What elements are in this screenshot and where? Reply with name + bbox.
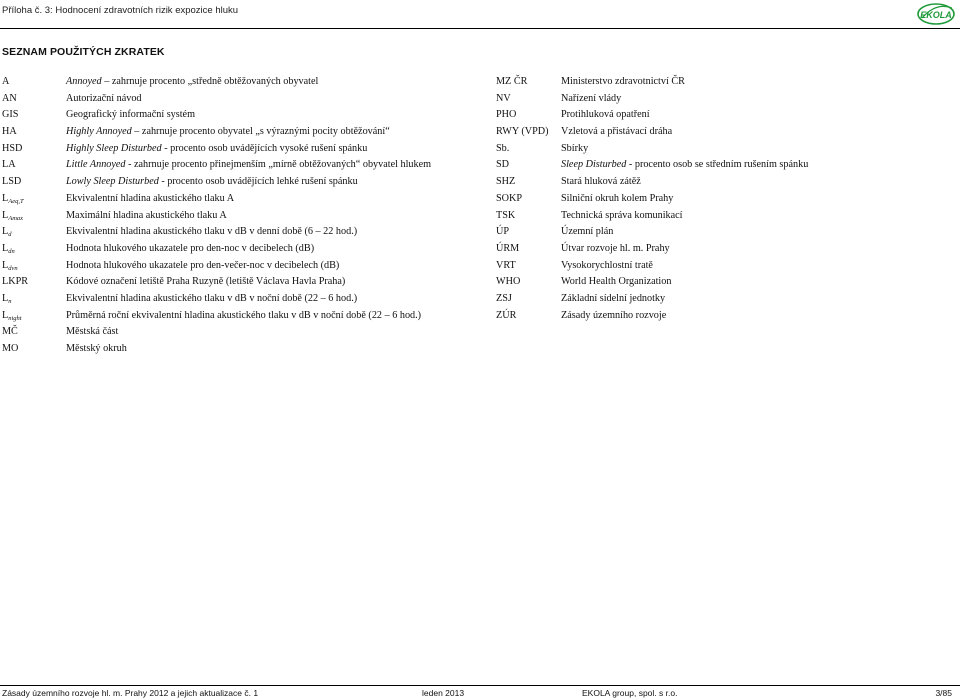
abbreviation-code: NV [496, 92, 511, 104]
abbreviation-description [66, 242, 314, 256]
abbreviation-term: Little Annoyed [66, 159, 126, 171]
abbreviation-meaning: Nařízení vlády [561, 92, 622, 104]
abbreviation-row [0, 142, 960, 159]
abbreviation-meaning: Kódové označení letiště Praha Ruzyně (letiště Václava Havla Praha) [66, 276, 346, 288]
abbreviation-meaning: Vysokorychlostní tratě [561, 259, 653, 271]
abbreviation-meaning: Městský okruh [66, 343, 127, 354]
abbreviation-code-main: LA [2, 159, 16, 171]
abbreviation-code: ÚRM [496, 242, 520, 254]
abbreviation-code: ÚP [496, 226, 510, 238]
abbreviation-meaning: - zahrnuje procento přinejmenším „mírně obtěžovaných“ obyvatel hlukem [125, 159, 432, 171]
abbreviation-code: RWY (VPD) [496, 126, 549, 138]
abbreviation-description [561, 209, 683, 223]
abbreviation-row [0, 309, 960, 326]
abbreviation-description [561, 225, 613, 239]
footer-document-title: Zásady územního rozvoje hl. m. Prahy 2012 a jejich aktualizace č. 1 [2, 688, 259, 698]
abbreviation-code [2, 75, 9, 89]
abbreviation-meaning: Stará hluková zátěž [561, 176, 641, 188]
abbreviation-code: MZ ČR [496, 76, 528, 87]
abbreviation-description [66, 125, 390, 139]
abbreviation-row [0, 75, 960, 92]
abbreviation-code-main: GIS [2, 109, 19, 121]
abbreviation-description [66, 142, 367, 156]
page-title: SEZNAM POUŽITÝCH ZKRATEK [2, 46, 165, 58]
abbreviation-code-main: L [2, 192, 9, 204]
abbreviation-row [0, 342, 960, 359]
abbreviation-code-main: L [2, 242, 9, 254]
abbreviation-code-main: LSD [2, 176, 22, 188]
abbreviation-description [66, 275, 345, 289]
abbreviation-meaning: Městská část [66, 326, 119, 338]
abbreviation-code [2, 209, 23, 226]
abbreviation-meaning: – zahrnuje procento obyvatel „s výraznými pocity obtěžování“ [131, 126, 390, 138]
abbreviation-meaning: Ekvivalentní hladina akustického tlaku A [66, 192, 235, 204]
abbreviation-meaning: Silniční okruh kolem Prahy [561, 192, 674, 204]
abbreviation-code [2, 92, 17, 106]
abbreviation-meaning: Geografický informační systém [66, 109, 196, 121]
abbreviation-description [66, 75, 318, 89]
abbreviation-code [2, 292, 11, 309]
footer-date: leden 2013 [422, 688, 465, 698]
abbreviation-code-main: HSD [2, 142, 23, 154]
abbreviation-term: Lowly Sleep Disturbed [66, 176, 159, 188]
abbreviation-code [2, 125, 17, 139]
abbreviation-code [2, 275, 28, 289]
abbreviation-code: SHZ [496, 176, 516, 188]
abbreviation-row [0, 225, 960, 242]
abbreviation-code-main: L [2, 259, 9, 271]
header-title: Příloha č. 3: Hodnocení zdravotních rizik expozice hluku [2, 5, 239, 16]
abbreviation-code [2, 259, 18, 276]
abbreviation-meaning: Útvar rozvoje hl. m. Prahy [561, 242, 670, 254]
abbreviation-row [0, 158, 960, 175]
abbreviation-row [0, 325, 960, 342]
abbreviation-code-subscript: night [8, 314, 22, 322]
page-footer [0, 688, 960, 699]
abbreviation-description [561, 75, 685, 89]
abbreviation-code: PHO [496, 109, 517, 121]
footer-divider [0, 685, 960, 686]
abbreviation-row [0, 259, 960, 276]
abbreviation-description [561, 108, 650, 122]
abbreviation-description [66, 175, 358, 189]
footer-company: EKOLA group, spol. s r.o. [582, 688, 678, 698]
abbreviation-code: ZÚR [496, 309, 517, 321]
abbreviation-code-main: LKPR [2, 276, 29, 288]
abbreviation-description [561, 192, 673, 206]
abbreviation-description [66, 225, 357, 239]
abbreviation-description [66, 259, 339, 273]
abbreviation-description [561, 158, 808, 172]
abbreviation-meaning: Ekvivalentní hladina akustického tlaku v dB v denní době (6 – 22 hod.) [66, 226, 358, 238]
abbreviation-term: Annoyed [66, 76, 102, 87]
abbreviation-meaning: Maximální hladina akustického tlaku A [66, 209, 227, 221]
abbreviation-code-main: L [2, 309, 9, 321]
abbreviation-code [2, 225, 11, 242]
abbreviation-description [561, 175, 641, 189]
footer-page-number: 3/85 [935, 688, 952, 698]
abbreviation-row [0, 292, 960, 309]
abbreviation-row [0, 209, 960, 226]
abbreviation-description [561, 292, 665, 306]
abbreviation-row [0, 192, 960, 209]
abbreviation-meaning: Protihluková opatření [561, 109, 650, 121]
abbreviation-description [66, 342, 127, 356]
abbreviation-meaning: - procento osob se středním rušením spánku [626, 159, 809, 171]
abbreviation-code-main: HA [2, 126, 17, 138]
abbreviation-code: WHO [496, 276, 521, 288]
abbreviation-row [0, 175, 960, 192]
abbreviation-code-main: MČ [2, 326, 18, 338]
abbreviation-description [66, 209, 227, 223]
abbreviation-description [561, 309, 666, 323]
header-divider [0, 28, 960, 29]
abbreviation-code [2, 342, 18, 356]
abbreviation-description [66, 158, 431, 172]
abbreviation-description [561, 92, 621, 106]
abbreviation-meaning: Ekvivalentní hladina akustického tlaku v dB v noční době (22 – 6 hod.) [66, 292, 358, 304]
abbreviation-code-main: L [2, 226, 9, 238]
abbreviation-description [66, 192, 234, 206]
abbreviation-meaning: - procento osob uvádějících lehké rušení spánku [158, 176, 358, 188]
abbreviation-term: Sleep Disturbed [561, 159, 627, 171]
page-header [0, 0, 960, 28]
abbreviation-row [0, 242, 960, 259]
abbreviation-meaning: Sbírky [561, 142, 589, 154]
abbreviation-code [2, 192, 24, 209]
abbreviation-code-subscript: n [8, 297, 12, 305]
abbreviation-code-subscript: Amax [8, 214, 24, 222]
abbreviation-code-subscript: Aeq,T [8, 197, 24, 205]
abbreviation-term: Highly Sleep Disturbed [66, 142, 162, 154]
abbreviation-meaning: Základní sídelní jednotky [561, 292, 666, 304]
abbreviation-meaning: - procento osob uvádějících vysoké rušení spánku [161, 142, 368, 154]
abbreviation-code [2, 309, 22, 326]
abbreviation-description [561, 142, 588, 156]
abbreviation-code [2, 242, 15, 259]
abbreviation-code-subscript: dvn [8, 264, 18, 272]
abbreviation-term: Highly Annoyed [66, 126, 132, 138]
abbreviation-list [0, 75, 960, 359]
abbreviation-code-main: L [2, 209, 9, 221]
abbreviation-meaning: Ministerstvo zdravotnictví ČR [561, 76, 685, 87]
abbreviation-code [2, 175, 21, 189]
abbreviation-row [0, 275, 960, 292]
abbreviation-code [2, 142, 22, 156]
abbreviation-code: SD [496, 159, 510, 171]
abbreviation-code-subscript: d [8, 231, 12, 239]
abbreviation-meaning: Územní plán [561, 226, 614, 238]
abbreviation-row [0, 125, 960, 142]
abbreviation-row [0, 108, 960, 125]
abbreviation-description [561, 259, 653, 273]
abbreviation-description [66, 108, 195, 122]
abbreviation-code [2, 108, 18, 122]
abbreviation-code-subscript: dn [8, 247, 15, 255]
abbreviation-meaning: Hodnota hlukového ukazatele pro den-večer-noc v decibelech (dB) [66, 259, 340, 271]
abbreviation-description [66, 325, 118, 339]
abbreviation-meaning: World Health Organization [561, 276, 672, 288]
abbreviation-meaning: Zásady územního rozvoje [561, 309, 667, 321]
ekola-logo [916, 0, 956, 26]
abbreviation-meaning: – zahrnuje procento „středně obtěžovaných obyvatel [101, 76, 319, 87]
abbreviation-description [66, 92, 142, 106]
abbreviation-meaning: Vzletová a přistávací dráha [561, 126, 673, 138]
abbreviation-row [0, 92, 960, 109]
abbreviation-code: Sb. [496, 142, 510, 154]
abbreviation-code: SOKP [496, 192, 523, 204]
abbreviation-meaning: Hodnota hlukového ukazatele pro den-noc v decibelech (dB) [66, 242, 315, 254]
abbreviation-code [2, 158, 16, 172]
abbreviation-description [561, 275, 671, 289]
abbreviation-code: ZSJ [496, 292, 512, 304]
abbreviation-code-main: A [2, 76, 10, 87]
abbreviation-code-main: MO [2, 343, 19, 354]
abbreviation-code-main: AN [2, 92, 17, 104]
abbreviation-code: TSK [496, 209, 516, 221]
abbreviation-code [2, 325, 18, 339]
abbreviation-description [66, 309, 421, 323]
abbreviation-code: VRT [496, 259, 516, 271]
abbreviation-code-main: L [2, 292, 9, 304]
abbreviation-meaning: Průměrná roční ekvivalentní hladina akustického tlaku v dB v noční době (22 – 6 hod.) [66, 309, 422, 321]
abbreviation-meaning: Autorizační návod [66, 92, 142, 104]
abbreviation-meaning: Technická správa komunikací [561, 209, 683, 221]
logo-text: EKOLA [920, 10, 952, 20]
abbreviation-description [66, 292, 357, 306]
abbreviation-description [561, 125, 672, 139]
abbreviation-description [561, 242, 670, 256]
